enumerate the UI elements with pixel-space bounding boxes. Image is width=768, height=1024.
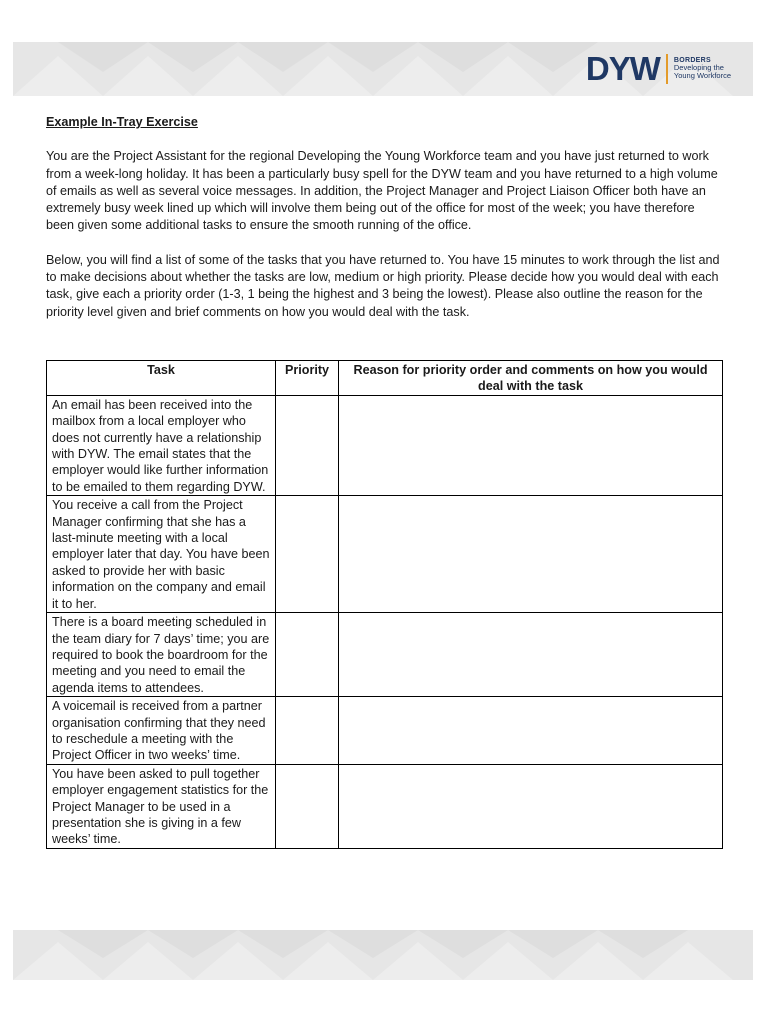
task-table — [46, 360, 723, 849]
table-header-row — [47, 361, 723, 396]
dyw-logo — [586, 52, 731, 85]
priority-cell[interactable] — [276, 697, 339, 765]
table-row — [47, 697, 723, 765]
priority-cell[interactable] — [276, 764, 339, 848]
header-priority: Priority — [276, 361, 339, 396]
task-cell: There is a board meeting scheduled in the team diary for 7 days’ time; you are required to book the boardroom for the meeting and you need to email the agenda items to attendees. — [47, 613, 276, 697]
instructions-paragraph: Below, you will find a list of some of the tasks that you have returned to. You have 15 minutes to work through the list and to make decisions about whether the tasks are low, medium or high priority. Please decide how you would deal with each task, give each a priority order (1-3, 1 being the highest and 3 being the lowest). Please also outline the reason for the priority level given and brief comments on how you would deal with the task. — [46, 252, 720, 319]
table-row — [47, 395, 723, 495]
reason-cell[interactable] — [339, 764, 723, 848]
header-band — [13, 42, 753, 96]
reason-cell[interactable] — [339, 697, 723, 765]
table-row — [47, 613, 723, 697]
reason-cell[interactable] — [339, 496, 723, 613]
document-title: Example In-Tray Exercise — [46, 115, 198, 129]
intro-paragraph: You are the Project Assistant for the regional Developing the Young Workforce team and you have just returned to work from a week-long holiday. It has been a particularly busy spell for the DYW team and you have returned to a high volume of emails as well as several voice messages. In addition, the Project Manager and Project Liaison Officer both have an extremely busy week lined up which will involve them being out of the office for most of the week; you have therefore been given some additional tasks to ensure the smooth running of the office. — [46, 149, 718, 233]
footer-band — [13, 930, 753, 980]
priority-cell[interactable] — [276, 395, 339, 495]
priority-cell[interactable] — [276, 613, 339, 697]
task-cell: You have been asked to pull together employer engagement statistics for the Project Manager to be used in a presentation she is giving in a few weeks’ time. — [47, 764, 276, 848]
table-row — [47, 496, 723, 613]
header-reason: Reason for priority order and comments on how you would deal with the task — [339, 361, 723, 396]
header-task: Task — [47, 361, 276, 396]
document-body — [46, 114, 722, 338]
logo-brand: DYW — [585, 50, 660, 87]
reason-cell[interactable] — [339, 613, 723, 697]
logo-region: BORDERS — [673, 56, 711, 64]
logo-tagline-1: Developing the — [673, 63, 724, 73]
table-row — [47, 764, 723, 848]
chevron-pattern — [13, 930, 753, 980]
priority-cell[interactable] — [276, 496, 339, 613]
task-cell: An email has been received into the mailbox from a local employer who does not currently have a relationship with DYW. The email states that the employer would like further information to be emailed to them regarding DYW. — [47, 395, 276, 495]
task-cell: A voicemail is received from a partner organisation confirming that they need to reschedule a meeting with the Project Officer in two weeks’ time. — [47, 697, 276, 765]
logo-divider — [666, 54, 668, 84]
task-cell: You receive a call from the Project Manager confirming that she has a last-minute meeting with a local employer later that day. You have been asked to provide her with basic information on the company and email it to her. — [47, 496, 276, 613]
logo-text — [674, 57, 731, 80]
logo-tagline-2: Young Workforce — [673, 71, 731, 81]
reason-cell[interactable] — [339, 395, 723, 495]
